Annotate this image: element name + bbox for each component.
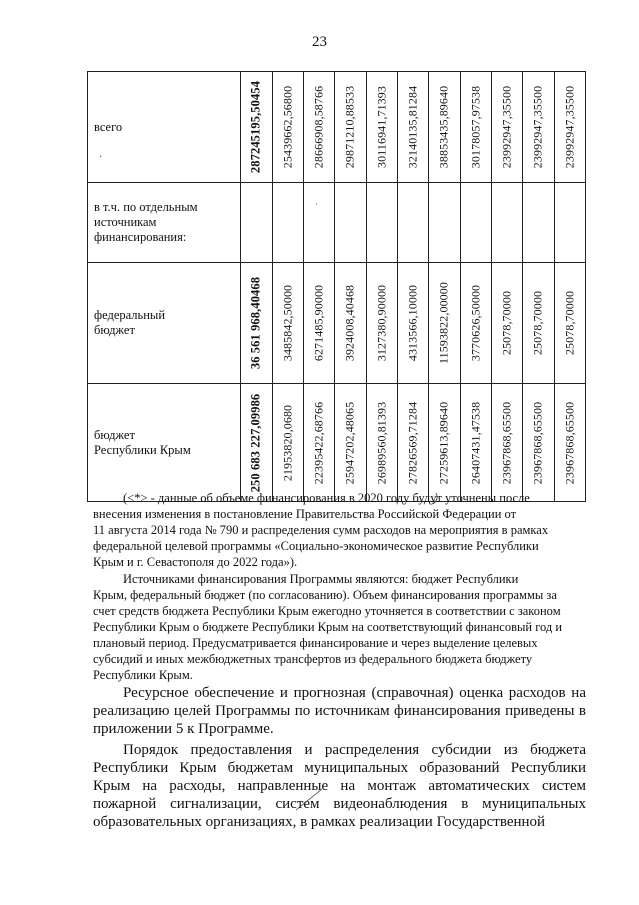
year-value-cell: [272, 384, 303, 502]
cell-value: 23967868,65500: [499, 401, 514, 484]
year-value-cell: [491, 72, 522, 183]
total-cell: [241, 384, 272, 502]
year-value-cell: [303, 384, 334, 502]
page-number: 23: [312, 34, 327, 50]
footnote-line: субсидий и иных межбюджетных трансфертов из федерального бюджета бюджету: [93, 652, 533, 666]
year-value-cell: [303, 183, 334, 263]
year-value-cell: [460, 263, 491, 384]
year-value-cell: [429, 183, 460, 263]
year-value-cell: [491, 384, 522, 502]
year-value-cell: [272, 183, 303, 263]
footnote-line: плановый период. Предусматривается финансирование и через выделение целевых: [93, 636, 538, 650]
table-row: [88, 183, 586, 263]
cell-value: 23967868,65500: [530, 401, 545, 484]
footnote-line: (<*> - данные об объеме финансирования в 2020 году будут уточнены после: [123, 491, 530, 505]
footnote-line: счет средств бюджета Республики Крым ежегодно уточняется в соответствии с законом: [93, 604, 561, 618]
footnote-line: внесения изменения в постановление Правительства Российской Федерации от: [93, 507, 517, 521]
year-value-cell: [366, 72, 397, 183]
year-value-cell: [335, 72, 366, 183]
year-value-cell: [554, 384, 586, 502]
paragraph-resource-support: Ресурсное обеспечение и прогнозная (справочная) оценка расходов на реализацию целей Программы по источникам финансирования приведены в приложении 5 к Программе.: [93, 685, 586, 737]
cell-value: 23992947,35500: [499, 85, 514, 169]
cell-value: 22395422,68766: [311, 401, 326, 484]
year-value-cell: [460, 72, 491, 183]
year-value-cell: [460, 183, 491, 263]
footnote-line: Республики Крым о бюджете Республики Крым на соответствующий финансовый год и: [93, 620, 563, 634]
cell-value: 30116941,71393: [374, 86, 389, 168]
cell-value: 26407431,47538: [468, 401, 483, 484]
paragraph-subsidy-procedure: Порядок предоставления и распределения субсидии из бюджета Республики Крым бюджетам муниципальных образований Республики Крым на расходы, направленные на монтаж автоматических систем пожарной сигнализации, систем видеонаблюдения в муниципальных образовательных организациях, в рамках реализации Государственной: [93, 742, 586, 830]
cell-value: 28666908,58766: [311, 85, 326, 169]
total-cell: [241, 263, 272, 384]
year-value-cell: [554, 263, 586, 384]
cell-value: 38853435,89640: [436, 85, 451, 169]
row-label: [88, 263, 241, 384]
cell-value: 23992947,35500: [530, 85, 545, 169]
year-value-cell: [397, 183, 428, 263]
cell-value: 27826569,71284: [405, 401, 420, 484]
footnote-line: Республики Крым.: [93, 668, 193, 682]
cell-value: 26989560,81393: [374, 401, 389, 484]
footnote-line: 11 августа 2014 года № 790 и распределения сумм расходов на мероприятия в рамках: [93, 523, 549, 537]
cell-value: 21953820,0680: [280, 404, 295, 481]
year-value-cell: [397, 384, 428, 502]
footnote-financing-2020: [93, 490, 586, 570]
year-value-cell: [523, 263, 554, 384]
cell-value: 4313566,10000: [405, 284, 420, 362]
cell-value: 23992947,35500: [562, 85, 577, 169]
year-value-cell: [335, 183, 366, 263]
row-label: [88, 183, 241, 263]
year-value-cell: [366, 384, 397, 502]
year-value-cell: [523, 72, 554, 183]
year-value-cell: [335, 263, 366, 384]
stray-mark: ·: [314, 199, 318, 209]
cell-value: 11593822,00000: [436, 282, 451, 364]
table-row: [88, 72, 586, 183]
cell-value: 25439662,56800: [280, 85, 295, 169]
cell-value: 3485842,50000: [280, 284, 295, 362]
year-value-cell: [397, 263, 428, 384]
table-row: [88, 263, 586, 384]
cell-value: 25078,70000: [530, 290, 545, 356]
year-value-cell: [429, 384, 460, 502]
year-value-cell: [491, 263, 522, 384]
year-value-cell: [429, 263, 460, 384]
row-label-line: бюджет: [94, 427, 135, 442]
year-value-cell: [366, 183, 397, 263]
row-label: [88, 72, 241, 183]
year-value-cell: [397, 72, 428, 183]
cell-value: 3770626,50000: [468, 284, 483, 362]
cell-value: 3924008,40468: [342, 284, 357, 362]
year-value-cell: [554, 72, 586, 183]
cell-value: 6271485,90000: [311, 284, 326, 362]
cell-value: 23967868,65500: [562, 401, 577, 484]
year-value-cell: [303, 72, 334, 183]
year-value-cell: [303, 263, 334, 384]
table-row: [88, 384, 586, 502]
year-value-cell: [366, 263, 397, 384]
year-value-cell: [491, 183, 522, 263]
footnote-line: Крым и г. Севастополя до 2022 года»).: [93, 555, 298, 569]
cell-value: 32140135,81284: [405, 85, 420, 169]
cell-value: 30178057,97538: [468, 85, 483, 169]
row-label-line: бюджет: [94, 323, 135, 337]
cell-value: 29871210,88533: [342, 85, 357, 169]
year-value-cell: [523, 384, 554, 502]
footnote-line: Источниками финансирования Программы являются: бюджет Республики: [123, 572, 519, 586]
row-label-line: источникам: [94, 215, 157, 229]
total-cell: [241, 72, 272, 183]
cell-value: 25078,70000: [499, 290, 514, 356]
row-label-line: федеральный: [94, 308, 166, 322]
year-value-cell: [272, 72, 303, 183]
footnote-line: Крым, федеральный бюджет (по согласованию). Объем финансирования программы за: [93, 588, 557, 602]
year-value-cell: [554, 183, 586, 263]
row-label-line: финансирования:: [94, 230, 187, 244]
row-label: [88, 384, 241, 502]
cell-value: 287245195,50454: [248, 80, 263, 174]
year-value-cell: [429, 72, 460, 183]
cell-value: 25947202,48065: [342, 401, 357, 484]
footnote-financing-sources: [93, 571, 586, 683]
year-value-cell: [272, 263, 303, 384]
stray-mark: ·: [99, 152, 103, 163]
footnote-line: федеральной целевой программы «Социально-экономическое развитие Республики: [93, 539, 539, 553]
total-cell: [241, 183, 272, 263]
financing-table: [87, 71, 586, 502]
year-value-cell: [460, 384, 491, 502]
cell-value: 27259613,89640: [436, 401, 451, 484]
cell-value: 250 683 227,09986: [248, 393, 263, 492]
year-value-cell: [335, 384, 366, 502]
cell-value: 36 561 968,40468: [248, 276, 263, 370]
row-label-line: Республики Крым: [94, 442, 191, 457]
year-value-cell: [523, 183, 554, 263]
row-label-line: в т.ч. по отдельным: [94, 200, 198, 214]
cell-value: 25078,70000: [562, 290, 577, 356]
cell-value: 3127380,90000: [374, 284, 389, 362]
row-label-line: всего: [94, 119, 123, 134]
